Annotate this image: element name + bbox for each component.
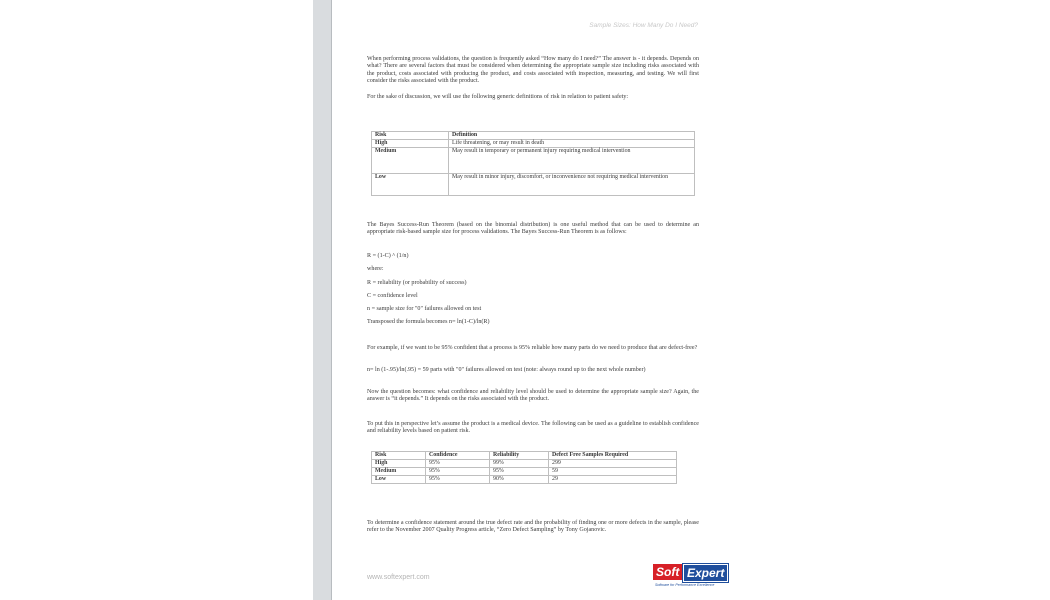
paragraph-risk-intro: For the sake of discussion, we will use the following generic definitions of risk in relation to patient safety: bbox=[367, 94, 629, 100]
paragraph-question: Now the question becomes: what confidence and reliability level should be used to determine the appropriate sample size? Again, the answer is “it depends.” It depends on the risks associated with the product. bbox=[367, 389, 699, 403]
table-cell: 29 bbox=[549, 476, 677, 484]
table-cell: Medium bbox=[372, 468, 426, 476]
table-header-row bbox=[372, 132, 695, 140]
table-cell: 95% bbox=[426, 476, 490, 484]
table-row bbox=[372, 460, 677, 468]
definition-r: R = reliability (or probability of success) bbox=[367, 280, 467, 286]
table-cell: 299 bbox=[549, 460, 677, 468]
table-header-cell: Risk bbox=[372, 452, 426, 460]
paragraph-where: where: bbox=[367, 266, 384, 272]
table-header-cell: Risk bbox=[372, 132, 449, 140]
table-header-row bbox=[372, 452, 677, 460]
table-row bbox=[372, 148, 695, 174]
formula: R = (1-C) ^ (1/n) bbox=[367, 253, 409, 259]
table-header-cell: Reliability bbox=[490, 452, 549, 460]
softexpert-logo bbox=[653, 564, 737, 590]
paragraph-example: For example, if we want to be 95% confident that a process is 95% reliable how many parts do we need to produce that are defect-free? bbox=[367, 345, 698, 351]
table-cell: 90% bbox=[490, 476, 549, 484]
logo-tagline: Software for Performance Excellence bbox=[655, 583, 715, 587]
footer-website-link[interactable]: www.softexpert.com bbox=[367, 574, 430, 581]
table-cell: High bbox=[372, 140, 449, 148]
paragraph-calculation: n= ln (1-.95)/ln(.95) = 59 parts with "0" failures allowed on test (note: always round up to the next whole number) bbox=[367, 367, 646, 373]
logo-soft-text: Soft bbox=[653, 564, 682, 580]
table-row bbox=[372, 476, 677, 484]
table-header-cell: Defect Free Samples Required bbox=[549, 452, 677, 460]
risk-definition-table bbox=[371, 131, 695, 196]
transposed-formula: Transposed the formula becomes n= ln(1-C)/ln(R) bbox=[367, 319, 490, 325]
table-cell: Life threatening, or may result in death bbox=[449, 140, 695, 148]
table-cell: High bbox=[372, 460, 426, 468]
table-cell: May result in minor injury, discomfort, or inconvenience not requiring medical intervention bbox=[449, 174, 695, 196]
table-cell: May result in temporary or permanent injury requiring medical intervention bbox=[449, 148, 695, 174]
table-row bbox=[372, 140, 695, 148]
table-row bbox=[372, 468, 677, 476]
paragraph-intro: When performing process validations, the question is frequently asked “How many do I need?” The answer is - it depends. Depends on what? There are several factors that must be considered when determining the appropriate sample size including risks associated with the product, costs associated with producing the product, and costs associated with inspection, measuring, and testing. We will first consider the risks associated with the product. bbox=[367, 56, 699, 85]
table-cell: Medium bbox=[372, 148, 449, 174]
definition-n: n = sample size for "0" failures allowed on test bbox=[367, 306, 482, 312]
document-page bbox=[332, 0, 1050, 600]
logo-expert-text: Expert bbox=[683, 564, 728, 582]
table-cell: 95% bbox=[490, 468, 549, 476]
table-cell: 59 bbox=[549, 468, 677, 476]
table-header-cell: Confidence bbox=[426, 452, 490, 460]
table-cell: 95% bbox=[426, 460, 490, 468]
table-cell: Low bbox=[372, 174, 449, 196]
sample-size-table bbox=[371, 451, 677, 484]
paragraph-perspective: To put this in perspective let’s assume the product is a medical device. The following can be used as a guideline to establish confidence and reliability levels based on patient risk. bbox=[367, 421, 699, 435]
table-cell: Low bbox=[372, 476, 426, 484]
table-cell: 99% bbox=[490, 460, 549, 468]
viewer-gutter bbox=[313, 0, 331, 600]
paragraph-bayes: The Bayes Success-Run Theorem (based on the binomial distribution) is one useful method that can be used to determine an appropriate risk-based sample size for process validations. The Bayes Success-Run Theorem is as follows: bbox=[367, 222, 699, 236]
definition-c: C = confidence level bbox=[367, 293, 418, 299]
table-header-cell: Definition bbox=[449, 132, 695, 140]
paragraph-reference: To determine a confidence statement around the true defect rate and the probability of finding one or more defects in the sample, please refer to the November 2007 Quality Progress article, “Zero Defect Sampling” by Tony Gojanovic. bbox=[367, 520, 699, 534]
table-row bbox=[372, 174, 695, 196]
running-header: Sample Sizes: How Many Do I Need? bbox=[589, 22, 698, 29]
table-cell: 95% bbox=[426, 468, 490, 476]
